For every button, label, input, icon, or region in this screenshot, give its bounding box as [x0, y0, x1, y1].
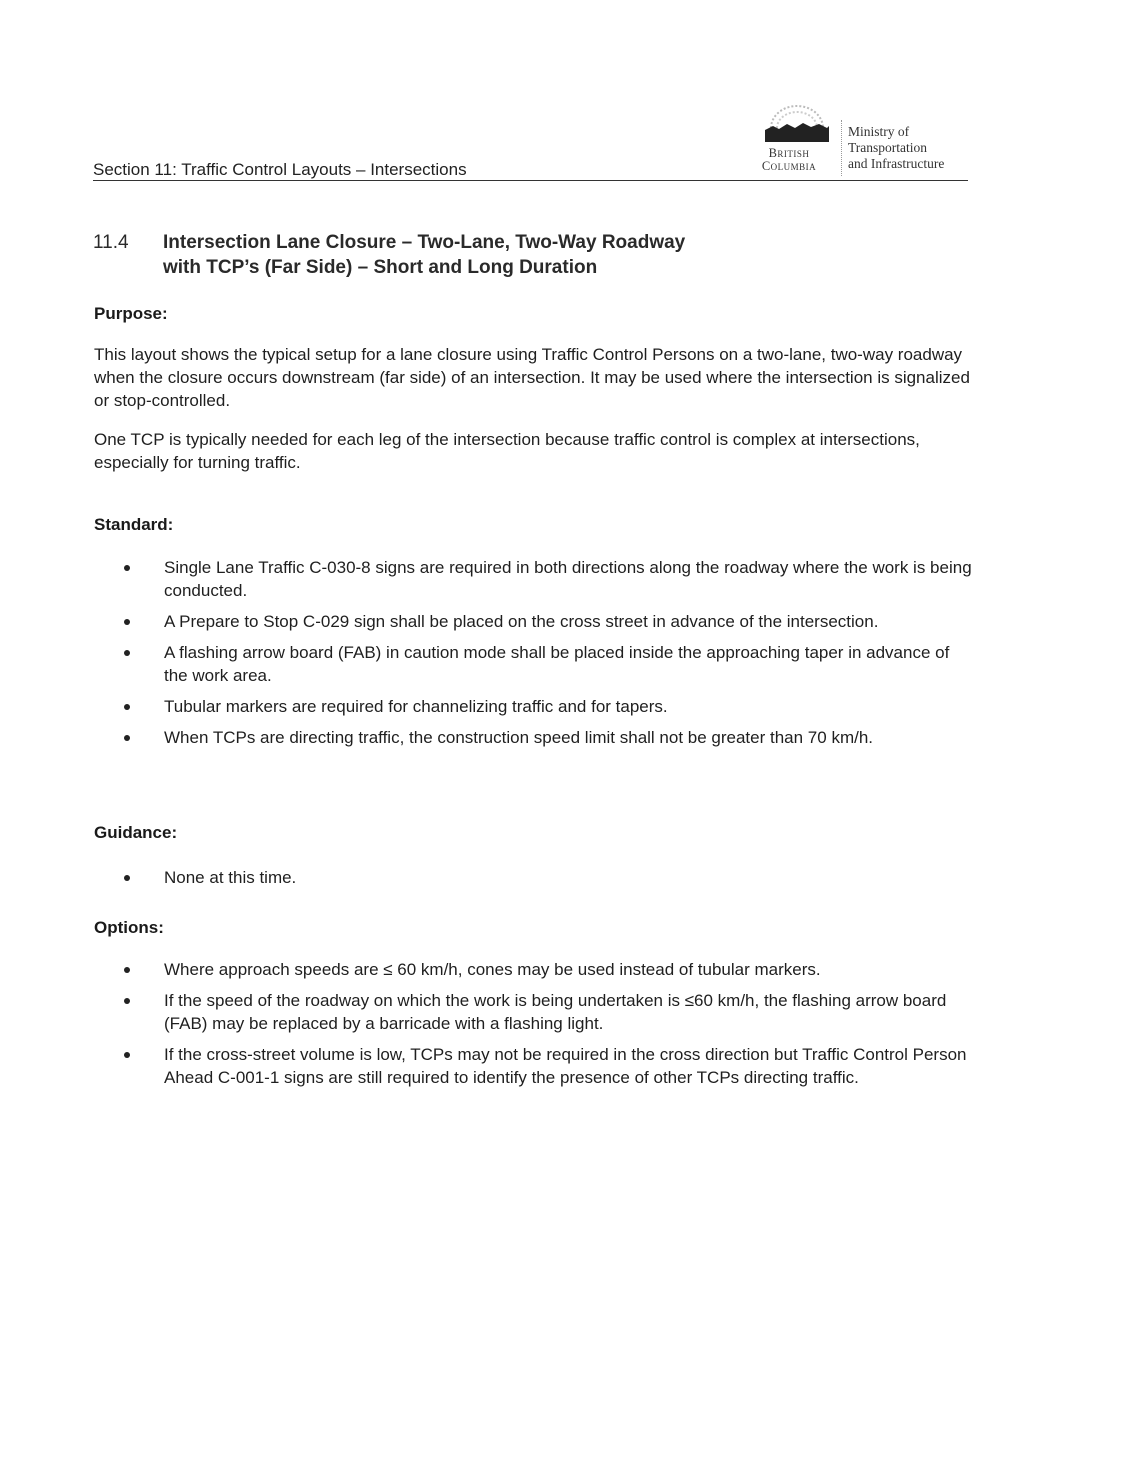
list-item-text: A flashing arrow board (FAB) in caution mode shall be placed inside the approaching taper in advance of the work area. [164, 643, 950, 685]
title-line-2: with TCP’s (Far Side) – Short and Long Duration [163, 257, 598, 278]
list-item-text: If the cross-street volume is low, TCPs may not be required in the cross direction but Traffic Control Person Ahead C-001-1 signs are still required to identify the presence of other TCPs directing traffic. [164, 1045, 967, 1087]
list-item [94, 695, 974, 718]
bullet-icon [124, 1052, 130, 1058]
list-item [94, 726, 974, 749]
list-item-text: Single Lane Traffic C-030-8 signs are required in both directions along the roadway where the work is being conducted. [164, 558, 972, 600]
list-item-text: If the speed of the roadway on which the work is being undertaken is ≤60 km/h, the flashing arrow board (FAB) may be replaced by a barricade with a flashing light. [164, 991, 947, 1033]
purpose-paragraph-2: One TCP is typically needed for each leg of the intersection because traffic control is complex at intersections, especially for turning traffic. [94, 430, 920, 472]
purpose-heading: Purpose: [94, 304, 168, 323]
page-header [93, 100, 968, 182]
logo-line-1: British [768, 146, 810, 160]
bullet-icon [124, 650, 130, 656]
list-item-text: Tubular markers are required for channelizing traffic and for tapers. [164, 697, 668, 716]
list-item [94, 866, 974, 889]
bc-sun-mountains-icon [757, 102, 837, 146]
list-item [94, 556, 974, 602]
list-item [94, 1043, 974, 1089]
bullet-icon [124, 875, 130, 881]
list-item [94, 610, 974, 633]
ministry-line-2: Transportation [848, 140, 928, 155]
guidance-heading: Guidance: [94, 823, 178, 842]
list-item [94, 958, 974, 981]
purpose-paragraph-1: This layout shows the typical setup for a lane closure using Traffic Control Persons on a two-lane, two-way roadway when the closure occurs downstream (far side) of an intersection. It may be used where the intersection is signalized or stop-controlled. [94, 345, 970, 410]
section-number: 11.4 [93, 232, 129, 253]
guidance-list [94, 866, 974, 897]
ministry-name [848, 124, 944, 172]
bullet-icon [124, 565, 130, 571]
logo-line-2: Columbia [761, 159, 817, 173]
title-text [163, 230, 863, 280]
bullet-icon [124, 704, 130, 710]
list-item-text: A Prepare to Stop C-029 sign shall be placed on the cross street in advance of the intersection. [164, 612, 879, 631]
bullet-icon [124, 619, 130, 625]
list-item-text: None at this time. [164, 868, 297, 887]
bc-government-logo [745, 102, 975, 178]
standard-heading: Standard: [94, 515, 174, 534]
section-title: Section 11: Traffic Control Layouts – Intersections [93, 160, 467, 179]
list-item-text: Where approach speeds are ≤ 60 km/h, cones may be used instead of tubular markers. [164, 960, 821, 979]
list-item-text: When TCPs are directing traffic, the construction speed limit shall not be greater than 70 km/h. [164, 728, 874, 747]
standard-list [94, 556, 974, 757]
bullet-icon [124, 735, 130, 741]
header-divider [93, 180, 968, 181]
title-line-1: Intersection Lane Closure – Two-Lane, Two-Way Roadway [163, 232, 686, 253]
list-item [94, 989, 974, 1035]
ministry-line-1: Ministry of [848, 124, 910, 139]
logo-wordmark [745, 147, 833, 173]
list-item [94, 641, 974, 687]
bullet-icon [124, 967, 130, 973]
options-heading: Options: [94, 918, 164, 937]
options-list [94, 958, 974, 1097]
ministry-line-3: and Infrastructure [848, 156, 945, 171]
bullet-icon [124, 998, 130, 1004]
logo-divider [841, 120, 842, 176]
